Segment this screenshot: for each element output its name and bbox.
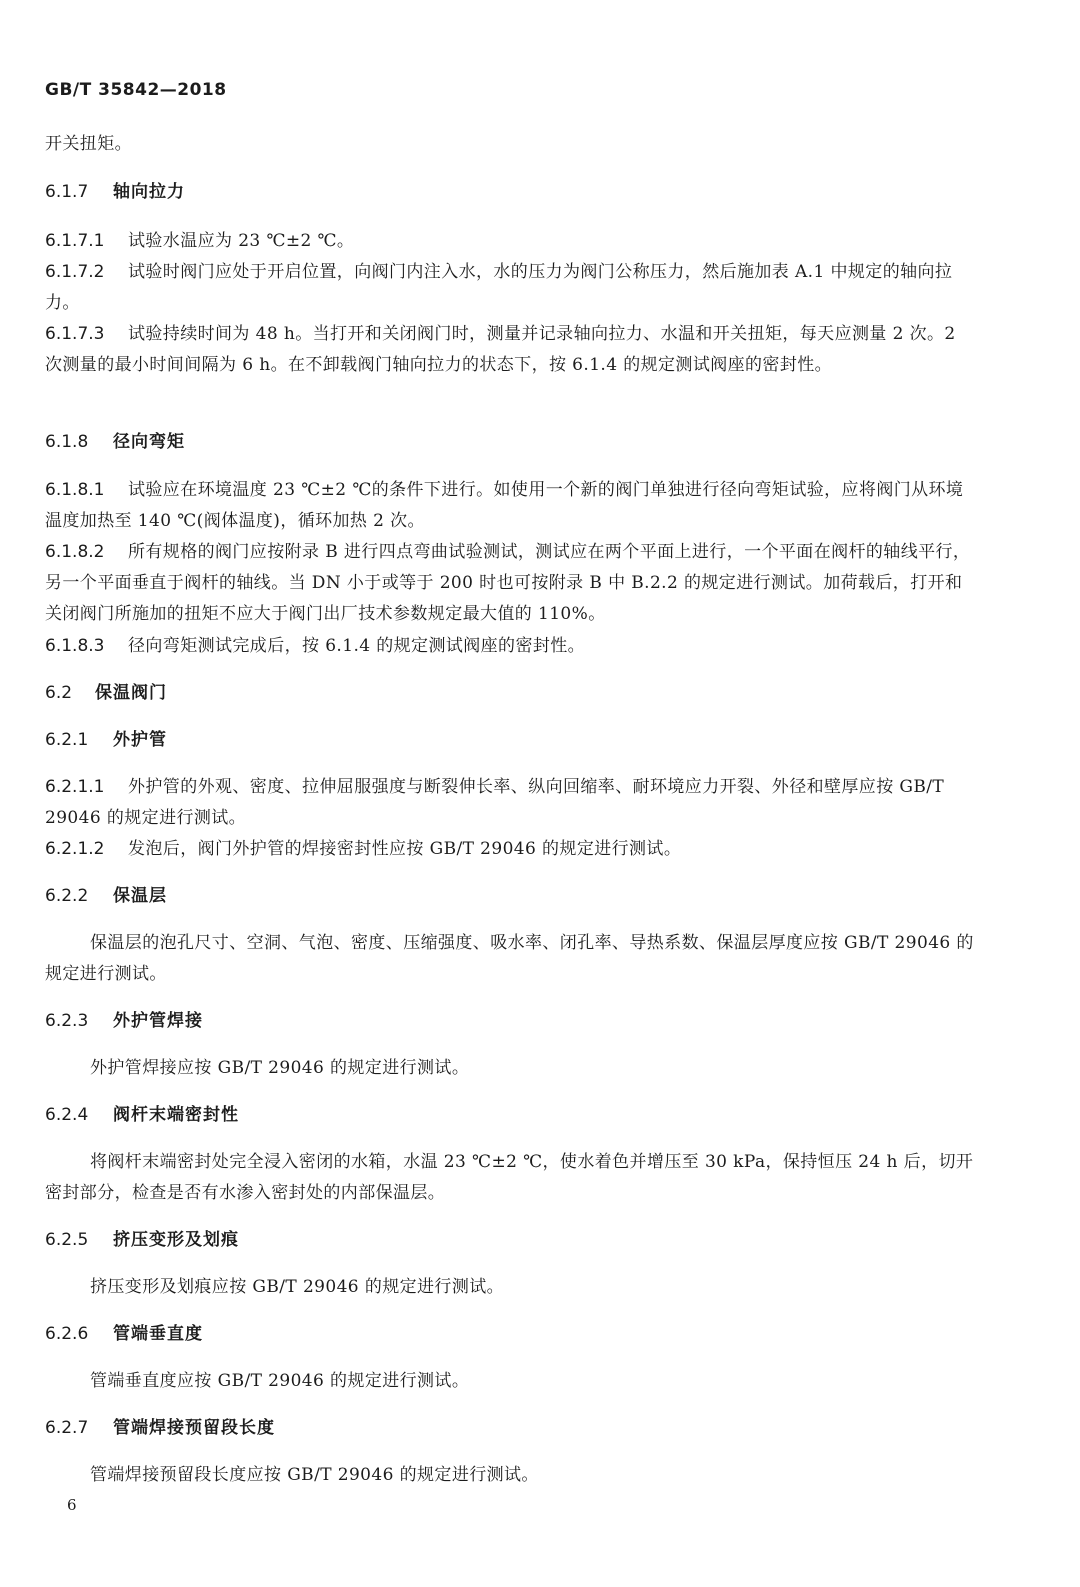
document-header-standard-number: GB/T 35842—2018 (45, 80, 227, 100)
paragraph-6-2-4 (45, 1147, 975, 1209)
section-heading-6-2-2 (45, 884, 167, 908)
section-title: 径向弯矩 (113, 432, 185, 452)
section-heading-6-2-4 (45, 1103, 239, 1127)
clause-6-1-8-2 (45, 537, 975, 630)
clause-text: 试验持续时间为 48 h。当打开和关闭阀门时，测量并记录轴向拉力、水温和开关扭矩，每天应测量 2 次。2 次测量的最小时间间隔为 6 h。在不卸载阀门轴向拉力的状态下，按 6.1.4 的规定测试阀座的密封性。 (45, 324, 956, 375)
section-number: 6.2.1 (45, 730, 89, 750)
section-title: 管端垂直度 (113, 1324, 203, 1344)
section-number: 6.2.5 (45, 1230, 89, 1250)
section-number: 6.1.7 (45, 182, 89, 202)
section-heading-6-1-8 (45, 430, 185, 454)
paragraph-6-2-7 (90, 1460, 975, 1491)
clause-number: 6.1.7.3 (45, 324, 105, 344)
clause-number: 6.1.8.3 (45, 636, 105, 656)
section-number: 6.2.2 (45, 886, 89, 906)
clause-6-2-1-2 (45, 834, 975, 865)
section-heading-6-2-5 (45, 1228, 239, 1252)
paragraph-text: 保温层的泡孔尺寸、空洞、气泡、密度、压缩强度、吸水率、闭孔率、导热系数、保温层厚度应按 GB/T 29046 的规定进行测试。 (45, 933, 974, 984)
section-heading-6-1-7 (45, 180, 185, 204)
section-title: 外护管 (113, 730, 167, 750)
clause-6-2-1-1 (45, 772, 975, 834)
paragraph-6-2-3 (90, 1053, 975, 1084)
clause-number: 6.2.1.2 (45, 839, 105, 859)
section-heading-6-2-3 (45, 1009, 203, 1033)
section-number: 6.2.7 (45, 1418, 89, 1438)
paragraph-text: 管端焊接预留段长度应按 GB/T 29046 的规定进行测试。 (90, 1465, 539, 1485)
section-number: 6.2.6 (45, 1324, 89, 1344)
clause-text: 径向弯矩测试完成后，按 6.1.4 的规定测试阀座的密封性。 (128, 636, 586, 656)
page-number: 6 (67, 1496, 77, 1514)
paragraph-text: 管端垂直度应按 GB/T 29046 的规定进行测试。 (90, 1371, 470, 1391)
section-title: 管端焊接预留段长度 (113, 1418, 275, 1438)
clause-text: 试验时阀门应处于开启位置，向阀门内注入水，水的压力为阀门公称压力，然后施加表 A.1 中规定的轴向拉力。 (45, 262, 953, 313)
paragraph-text: 将阀杆末端密封处完全浸入密闭的水箱，水温 23 ℃±2 ℃，使水着色并增压至 30 kPa，保持恒压 24 h 后，切开密封部分，检查是否有水渗入密封处的内部保温层。 (45, 1152, 974, 1203)
clause-6-1-8-3 (45, 631, 975, 662)
paragraph-text: 开关扭矩。 (45, 134, 132, 154)
clause-number: 6.1.7.1 (45, 231, 105, 251)
clause-6-1-8-1 (45, 475, 975, 537)
clause-text: 试验水温应为 23 ℃±2 ℃。 (128, 231, 355, 251)
section-title: 外护管焊接 (113, 1011, 203, 1031)
clause-text: 试验应在环境温度 23 ℃±2 ℃的条件下进行。如使用一个新的阀门单独进行径向弯矩试验，应将阀门从环境温度加热至 140 ℃(阀体温度)，循环加热 2 次。 (45, 480, 964, 531)
clause-number: 6.1.8.1 (45, 480, 105, 500)
section-title: 保温层 (113, 886, 167, 906)
paragraph-continuation (45, 129, 975, 160)
clause-number: 6.1.7.2 (45, 262, 105, 282)
clause-6-1-7-1 (45, 226, 975, 257)
section-title: 保温阀门 (95, 683, 167, 703)
clause-text: 外护管的外观、密度、拉伸屈服强度与断裂伸长率、纵向回缩率、耐环境应力开裂、外径和壁厚应按 GB/T 29046 的规定进行测试。 (45, 777, 945, 828)
clause-number: 6.2.1.1 (45, 777, 105, 797)
clause-text: 发泡后，阀门外护管的焊接密封性应按 GB/T 29046 的规定进行测试。 (128, 839, 682, 859)
section-heading-6-2-6 (45, 1322, 203, 1346)
section-number: 6.1.8 (45, 432, 89, 452)
paragraph-6-2-2 (45, 928, 975, 990)
section-title: 阀杆末端密封性 (113, 1105, 239, 1125)
paragraph-6-2-6 (90, 1366, 975, 1397)
clause-6-1-7-3 (45, 319, 975, 381)
clause-number: 6.1.8.2 (45, 542, 105, 562)
section-title: 轴向拉力 (113, 182, 185, 202)
section-heading-6-2-7 (45, 1416, 275, 1440)
section-number: 6.2.3 (45, 1011, 89, 1031)
section-number: 6.2.4 (45, 1105, 89, 1125)
paragraph-text: 挤压变形及划痕应按 GB/T 29046 的规定进行测试。 (90, 1277, 505, 1297)
section-heading-6-2 (45, 681, 167, 705)
paragraph-6-2-5 (90, 1272, 975, 1303)
paragraph-text: 外护管焊接应按 GB/T 29046 的规定进行测试。 (90, 1058, 470, 1078)
section-heading-6-2-1 (45, 728, 167, 752)
section-title: 挤压变形及划痕 (113, 1230, 239, 1250)
clause-6-1-7-2 (45, 257, 975, 319)
section-number: 6.2 (45, 683, 73, 703)
clause-text: 所有规格的阀门应按附录 B 进行四点弯曲试验测试，测试应在两个平面上进行，一个平面在阀杆的轴线平行，另一个平面垂直于阀杆的轴线。当 DN 小于或等于 200 时也可按附录 B 中 B.2.2 的规定进行测试。加荷载后，打开和关闭阀门所施加的扭矩不应大于阀门出厂技术参数规定最大值的 110%。 (45, 542, 971, 624)
